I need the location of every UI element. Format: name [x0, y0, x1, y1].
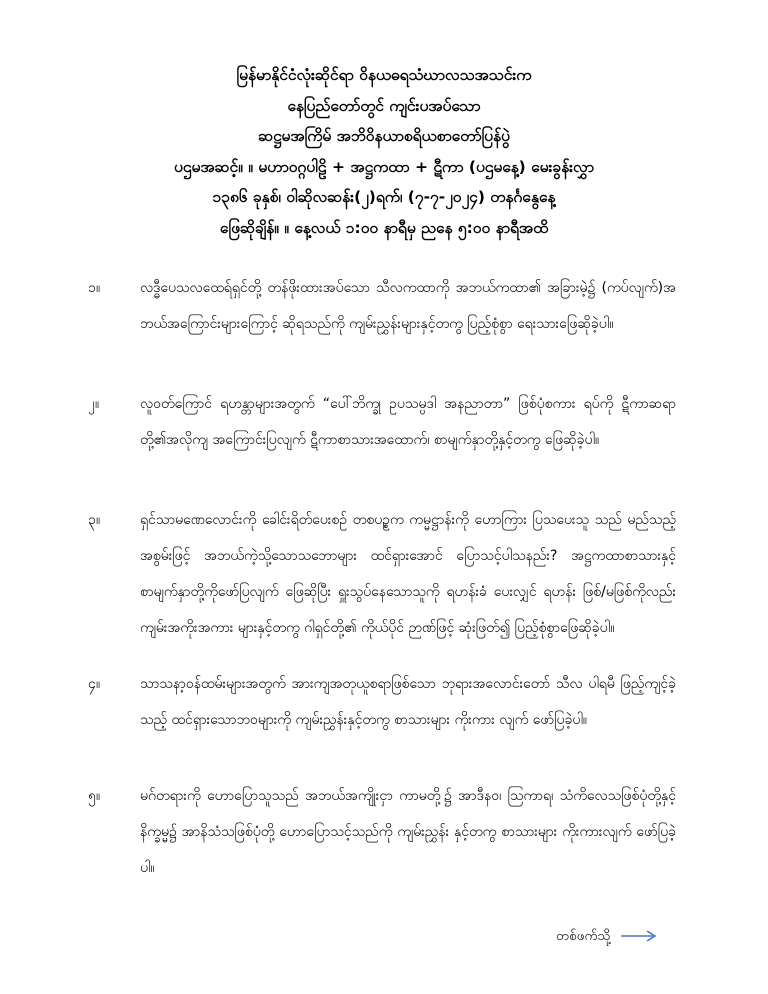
header-line-level-subject: ပဌမအဆင့်။ ။ မဟာဝဂ္ဂပါဠိ + အဋ္ဌကထာ + ဋီကာ (ပဌမနေ့) မေးခွန်းလွှာ	[174, 157, 594, 176]
exam-header	[80, 60, 688, 243]
arrow-right-icon	[619, 926, 659, 946]
page-continue-note	[556, 926, 659, 946]
question-number: ၃။	[88, 512, 101, 528]
header-line-location: နေပြည်တော်တွင် ကျင်းပအပ်သော	[287, 96, 481, 115]
question-text: မဂ်တရားကို ဟောပြောသူသည် အဘယ်အကျိုးငှာ ကာမတို့၌ အာဒီနဝ၊ ဩကာရ၊ သံကိလေသဖြစ်ပုံတို့နှင့် နိက္ခမ္မ၌ အာနိသံသဖြစ်ပုံတို့ ဟောပြောသင့်သည်ကို ကျမ်းညွှန်း နှင့်တကွ စာသားများ ကိုးကားလျက် ဖော်ပြခဲ့ပါ။	[140, 788, 676, 876]
continue-label: တစ်ဖက်သို့	[556, 928, 611, 944]
header-line-time: ဖြေဆိုချိန်။ ။ နေ့လယ် ၁:၀၀ နာရီမှ ညနေ ၅:၀၀ နာရီအထိ	[219, 218, 549, 237]
question-number: ၅။	[88, 788, 101, 804]
question-text: ရှင်သာမဏေလောင်းကို ခေါင်းရိတ်ပေးစဉ် တစပဉ္စက ကမ္မဋ္ဌာန်းကို ဟောကြား ပြသပေးသူ သည် မည်သည့်အစွမ်းဖြင့် အဘယ်ကဲ့သို့သောသဘောများ ထင်ရှားအောင် ပြောသင့်ပါသနည်း? အဋ္ဌကထာစာသားနှင့် စာမျက်နှာတို့ကိုဖော်ပြလျက် ဖြေဆိုပြီး ရှူးသွပ်နေသောသူကို ရဟန်းခံ ပေးလျှင် ရဟန်း ဖြစ်/မဖြစ်ကိုလည်း ကျမ်းအကိုးအကား များနှင့်တကွ ဂါရှင်တို့၏ ကိုယ်ပိုင် ဉာဏ်ဖြင့် ဆုံးဖြတ်၍ ပြည့်စုံစွာဖြေဆိုခဲ့ပါ။	[140, 512, 676, 636]
question-text: လဒ္ဓီပေသလထေရ်ရှင်တို့ တန်ဖိုးထားအပ်သော သီလကထာကို အဘယ်ကထာ၏ အခြားမဲ့၌ (ကပ်လျက်)အဘယ်အကြောင်းများကြောင့် ဆိုရသည်ကို ကျမ်းညွှန်းများနှင့်တကွ ပြည့်စုံစွာ ရေးသားဖြေဆိုခဲ့ပါ။	[140, 280, 676, 332]
header-line-date: ၁၃၈၆ ခုနှစ်၊ ဝါဆိုလဆန်း(၂)ရက်၊ (၇-၇-၂၀၂၄) တနင်္ဂနွေနေ့	[212, 188, 556, 206]
header-line-association: မြန်မာနိုင်ငံလုံးဆိုင်ရာ ဝိနယဓရသံဃာလသအသင်းက	[236, 66, 532, 84]
question-text: လူဝတ်ကြောင် ရဟန္တာများအတွက် “ပေါ်ဘိက္ခု ဥပသမ္ပဒါ အနညာတာ” ဖြစ်ပုံစကား ရပ်ကို ဋီကာဆရာတို့၏အလိုကျ အကြောင်းပြလျက် ဋီကာစာသားအထောက်၊ စာမျက်နှာတို့နှင့်တကွ ဖြေဆိုခဲ့ပါ။	[140, 396, 676, 448]
question-text: သာသနာ့ဝန်ထမ်းများအတွက် အားကျအတုယူစရာဖြစ်သော ဘုရားအလောင်းတော် သီလ ပါရမီ ဖြည့်ကျင့်ခဲ့သည့် ထင်ရှားသောဘဝများကို ကျမ်းညွှန်းနှင့်တကွ စာသားများ ကိုးကား လျက် ဖော်ပြခဲ့ပါ။	[140, 676, 676, 728]
question-number: ၄။	[88, 676, 101, 692]
header-line-event: ဆဋ္ဌမအကြိမ် အဘိဝိနယာစရိယစာတော်ပြန်ပွဲ	[258, 127, 510, 145]
question-number: ၁။	[88, 280, 101, 296]
question-number: ၂။	[88, 396, 100, 412]
